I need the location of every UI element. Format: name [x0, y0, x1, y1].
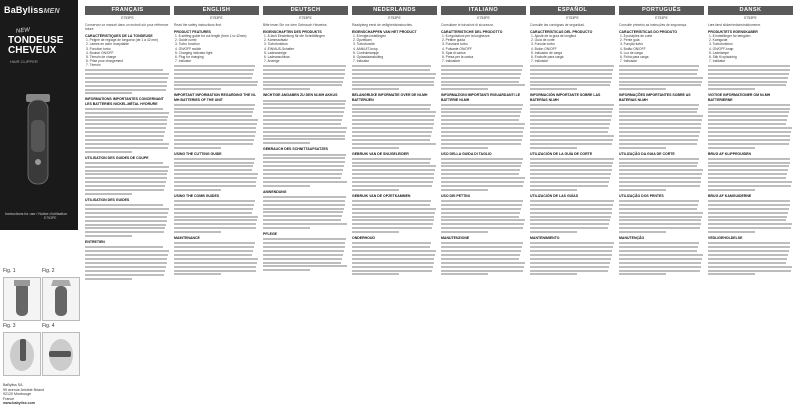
figure-3	[3, 332, 41, 376]
section-title: GEBRAUCH DES SCHNITTAUFSATZES	[263, 147, 329, 152]
product-cover	[0, 0, 78, 230]
body-text-block	[619, 65, 704, 90]
body-text-block	[708, 65, 793, 90]
language-column	[708, 6, 793, 406]
feature-item: 1. 8-setting guide for cut length (from 1 to 42mm)	[175, 34, 247, 39]
clipper-illustration	[18, 90, 58, 190]
model-code: E753PE	[388, 16, 401, 20]
figure-label: Fig. 1	[3, 268, 16, 274]
section-title: UTILIZAÇÃO DA GUIA DE CORTE	[619, 151, 675, 156]
section-title: CARACTERÍSTICAS DO PRODUTO	[619, 30, 678, 35]
body-text-block	[619, 200, 704, 233]
feature-item: 4. Botão ON/OFF	[620, 46, 646, 51]
body-text-block	[619, 242, 704, 275]
section-title: USO DELLA GUIDA DI TAGLIO	[441, 151, 492, 156]
section-title: INFORMAÇÕES IMPORTANTES SOBRE AS BATERIAS NI-MH	[619, 93, 691, 102]
intro-text: Read the safety instructions first.	[174, 23, 222, 27]
body-text-block	[263, 238, 348, 271]
feature-item: 1. Peigne de réglage de longueur (de 1 à 42 mm)	[86, 38, 159, 43]
section-title: MAINTENANCE	[174, 236, 200, 241]
section-title: MANUTENZIONE	[441, 236, 470, 241]
body-text-block	[530, 65, 615, 90]
section-title: PRODUCT FEATURES	[174, 30, 211, 35]
feature-item: 3. Turbofunktion	[709, 42, 733, 47]
model-code: E753PE	[655, 16, 668, 20]
section-title: CARATTERISTICHE DEL PRODOTTO	[441, 30, 503, 35]
language-heading: ENGLISH	[174, 6, 259, 15]
body-text-block	[352, 158, 437, 191]
section-title: INFORMAZIONI IMPORTANTI RIGUARDANTI LE BATTERIE NI-MH	[441, 93, 521, 102]
section-title: USING THE COMB GUIDES	[174, 193, 220, 198]
feature-item: 4. Bouton ON/OFF	[86, 50, 114, 55]
section-title: ONDERHOUD	[352, 236, 375, 241]
model-code: E753PE	[744, 16, 757, 20]
feature-item: 3. Turbo function	[175, 42, 200, 47]
feature-item: 7. Témoin	[86, 62, 101, 67]
feature-item: 5. Spia di carica	[442, 50, 466, 55]
section-title: ANWENDUNG	[263, 189, 287, 194]
section-title: INFORMATIONS IMPORTANTES CONCERNANT LES BATTERIES NICKEL-MÉTAL HYDRURE	[85, 97, 164, 106]
feature-item: 6. Plug for charging	[175, 54, 204, 59]
section-title: GEBRUIK VAN DE OPZETKAMMEN	[352, 193, 411, 198]
intro-text: Consulte primeiro as instruções de segurança.	[619, 23, 687, 27]
feature-item: 6. Stik til opladning	[709, 54, 737, 59]
feature-item: 2. Pente guia	[620, 38, 640, 43]
intro-text: Consultare le istruzioni di sicurezza.	[441, 23, 494, 27]
section-title: PRODUKTETS EGENSKABER	[708, 30, 758, 35]
body-text-block	[352, 200, 437, 233]
section-title: VIGTIGE INFORMATIONER OM NI-MH BATTERIERNE	[708, 93, 771, 102]
body-text-block	[441, 200, 526, 233]
model-text: HAIR CLIPPER	[10, 59, 38, 64]
body-text-block	[530, 200, 615, 233]
section-title: VEDLIGEHOLDELSE	[708, 236, 743, 241]
feature-item: 2. Lames en acier inoxydable	[86, 42, 129, 47]
section-title: ENTRETIEN	[85, 240, 105, 245]
product-title: TONDEUSE CHEVEUX	[8, 35, 64, 56]
body-text-block	[85, 69, 170, 94]
intro-text: Conservez ce manuel dans un endroit sûr pour référence future.	[85, 23, 169, 32]
feature-item: 4. ON/OFF switch	[175, 46, 202, 51]
model-code: E753PE	[477, 16, 490, 20]
company-address: BaByliss SA 99 avenue Aristide Briand 92120 Montrouge France www.babyliss.com	[3, 383, 79, 406]
feature-item: 2. Kamguide	[709, 38, 728, 43]
feature-item: 4. Botón ON/OFF	[531, 46, 557, 51]
body-text-block	[85, 204, 170, 237]
feature-item: 4. Pulsante ON/OFF	[442, 46, 472, 51]
intro-text: Consulte las consignas de seguridad.	[530, 23, 585, 27]
body-text-block	[263, 65, 348, 90]
feature-item: 3. Função turbo	[620, 42, 644, 47]
feature-item: 3. Turbofunctie	[353, 42, 375, 47]
body-text-block	[619, 104, 704, 149]
section-title: MANUTENÇÃO	[619, 236, 645, 241]
new-badge: NEW	[15, 27, 31, 35]
body-text-block	[441, 158, 526, 191]
section-title: UTILISATION DES GUIDES	[85, 197, 130, 202]
feature-item: 6. Presa per la carica	[442, 54, 474, 59]
figure-2	[42, 277, 80, 321]
feature-item: 5. Charging indicator light	[175, 50, 213, 55]
model-code: E753PE	[566, 16, 579, 20]
figure-label: Fig. 2	[42, 268, 55, 274]
language-heading: PORTUGUÊS	[619, 6, 704, 15]
body-text-block	[530, 158, 615, 191]
feature-item: 1. Ajuste de la guía de longitud	[531, 34, 577, 39]
language-heading: FRANÇAIS	[85, 6, 170, 15]
section-title: BRUG AF KLIPPEGUIDEN	[708, 151, 752, 156]
language-heading: NEDERLANDS	[352, 6, 437, 15]
body-text-block	[85, 108, 170, 153]
feature-item: 4. EIN/AUS-Schalter	[264, 46, 295, 51]
feature-item: 4. AAN/UIT-knop	[353, 46, 378, 51]
section-title: PFLEGE	[263, 231, 278, 236]
feature-item: 3. Funzione turbo	[442, 42, 468, 47]
body-text-block	[441, 65, 526, 90]
feature-item: 7. Indikator	[709, 58, 726, 63]
body-text-block	[708, 158, 793, 191]
feature-item: 1. 8 indstillinger for længden	[709, 34, 751, 39]
feature-item: 4. ON/OFF-knap	[709, 46, 734, 51]
section-title: UTILIZACIÓN DE LA GUÍA DE CORTE	[530, 151, 593, 156]
section-title: UTILIZACIÓN DE LAS GUÍAS	[530, 193, 579, 198]
body-text-block	[530, 104, 615, 149]
feature-item: 2. Kammaufsatz	[264, 38, 288, 43]
body-text-block	[530, 242, 615, 275]
body-text-block	[352, 65, 437, 90]
section-title: GEBRUIK VAN DE SNIJGELEIDER	[352, 151, 409, 156]
section-title: USO DEI PETTINI	[441, 193, 470, 198]
body-text-block	[441, 242, 526, 275]
feature-item: 5. Indicador de carga	[531, 50, 562, 55]
section-title: UTILIZAÇÃO DOS PENTES	[619, 193, 664, 198]
body-text-block	[174, 65, 259, 90]
body-text-block	[352, 242, 437, 275]
body-text-block	[708, 242, 793, 275]
feature-item: 6. Enchufe para carga	[531, 54, 564, 59]
body-text-block	[708, 104, 793, 149]
feature-item: 7. Indicador	[620, 58, 638, 63]
feature-item: 1. 8 regolazioni per la lunghezza	[442, 34, 490, 39]
feature-item: 7. Anzeige	[264, 58, 280, 63]
language-heading: ESPAÑOL	[530, 6, 615, 15]
section-title: INFORMACIÓN IMPORTANTE SOBRE LAS BATERÍAS NI-MH	[530, 93, 601, 102]
body-text-block	[441, 104, 526, 149]
section-title: USING THE CUTTING GUIDE	[174, 151, 222, 156]
model-code: E753PE	[121, 16, 134, 20]
feature-item: 7. Indicador	[531, 58, 549, 63]
section-title: IMPORTANT INFORMATION REGARDING THE NI-MH BATTERIES OF THE UNIT	[174, 93, 256, 102]
feature-item: 3. Función turbo	[531, 42, 555, 47]
section-title: MANTENIMIENTO	[530, 236, 560, 241]
model-code: E753PE	[299, 16, 312, 20]
feature-item: 7. Indicatore	[442, 58, 461, 63]
body-text-block	[85, 246, 170, 279]
website-link[interactable]: www.babyliss.com	[3, 401, 36, 406]
feature-item: 6. Ficha para carga	[620, 54, 649, 59]
body-text-block	[619, 158, 704, 191]
feature-item: 7. Indicator	[175, 58, 192, 63]
feature-item: 6. Ladeanschluss	[264, 54, 290, 59]
section-title: WICHTIGE ANGABEN ZU DEN NI-MH AKKUS	[263, 93, 338, 98]
body-text-block	[85, 162, 170, 195]
intro-text: Raadpleeg eerst de veiligheidsinstructies.	[352, 23, 413, 27]
body-text-block	[174, 104, 259, 149]
language-column	[174, 6, 259, 406]
body-text-block	[263, 100, 348, 145]
body-text-block	[263, 154, 348, 187]
body-text-block	[174, 158, 259, 191]
section-title: CARACTERÍSTICAS DEL PRODUCTO	[530, 30, 593, 35]
feature-item: 1. 8 posições de corte	[620, 34, 653, 39]
feature-item: 3. Turbofunktion	[264, 42, 288, 47]
language-column	[263, 6, 348, 406]
section-title: BELANGRIJKE INFORMATIE OVER DE NI-MH BATTERIJEN	[352, 93, 428, 102]
figure-label: Fig. 3	[3, 323, 16, 329]
feature-item: 5. Controlelampje	[353, 50, 379, 55]
figure-4	[42, 332, 80, 376]
feature-item: 5. Ladelampe	[709, 50, 729, 55]
language-column	[352, 6, 437, 406]
brand-logo: BaBylissMEN	[4, 5, 60, 15]
feature-item: 7. Indicator	[353, 58, 370, 63]
feature-item: 6. Oplaadaansluiting	[353, 54, 384, 59]
language-column	[441, 6, 526, 406]
instructions-text: Instructions for use / Notice d'utilisation	[5, 212, 68, 216]
intro-text: Læs først sikkerhedsinstruktionerne.	[708, 23, 762, 27]
section-title: EIGENSCHAPPEN VAN HET PRODUCT	[352, 30, 417, 35]
body-text-block	[263, 196, 348, 229]
feature-item: 3. Fonction turbo	[86, 46, 111, 51]
feature-item: 2. Guía de corte	[531, 38, 555, 43]
body-text-block	[352, 104, 437, 149]
feature-item: 5. Ladeanzeige	[264, 50, 287, 55]
feature-item: 5. Témoin de charge	[86, 54, 117, 59]
body-text-block	[174, 242, 259, 275]
language-column	[530, 6, 615, 406]
feature-item: 5. Luz de carga	[620, 50, 643, 55]
feature-item: 2. Guide comb	[175, 38, 197, 43]
section-title: BRUG AF KAMGUIDERNE	[708, 193, 752, 198]
language-heading: DEUTSCH	[263, 6, 348, 15]
section-title: EIGENSCHAFTEN DES PRODUKTS	[263, 30, 322, 35]
intro-text: Bitte lesen Sie vor dem Gebrauch Hinweise.	[263, 23, 328, 27]
body-text-block	[708, 200, 793, 233]
section-title: UTILISATION DES GUIDES DE COUPE	[85, 155, 149, 160]
product-code: E753PE	[44, 216, 57, 220]
section-title: CARACTÉRISTIQUES DE LA TONDEUSE	[85, 34, 153, 39]
feature-item: 2. Pettine guida	[442, 38, 465, 43]
language-heading: ITALIANO	[441, 6, 526, 15]
model-code: E753PE	[210, 16, 223, 20]
feature-item: 1. 8 lengte-instellingen	[353, 34, 386, 39]
figure-label: Fig. 4	[42, 323, 55, 329]
feature-item: 1. 8-fach Einstellung für die Schnittlängen	[264, 34, 325, 39]
feature-item: 2. Opzetkam	[353, 38, 372, 43]
figure-1	[3, 277, 41, 321]
feature-item: 6. Prise pour chargement	[86, 58, 124, 63]
body-text-block	[174, 200, 259, 233]
language-column	[85, 6, 170, 406]
language-column	[619, 6, 704, 406]
language-heading: DANSK	[708, 6, 793, 15]
